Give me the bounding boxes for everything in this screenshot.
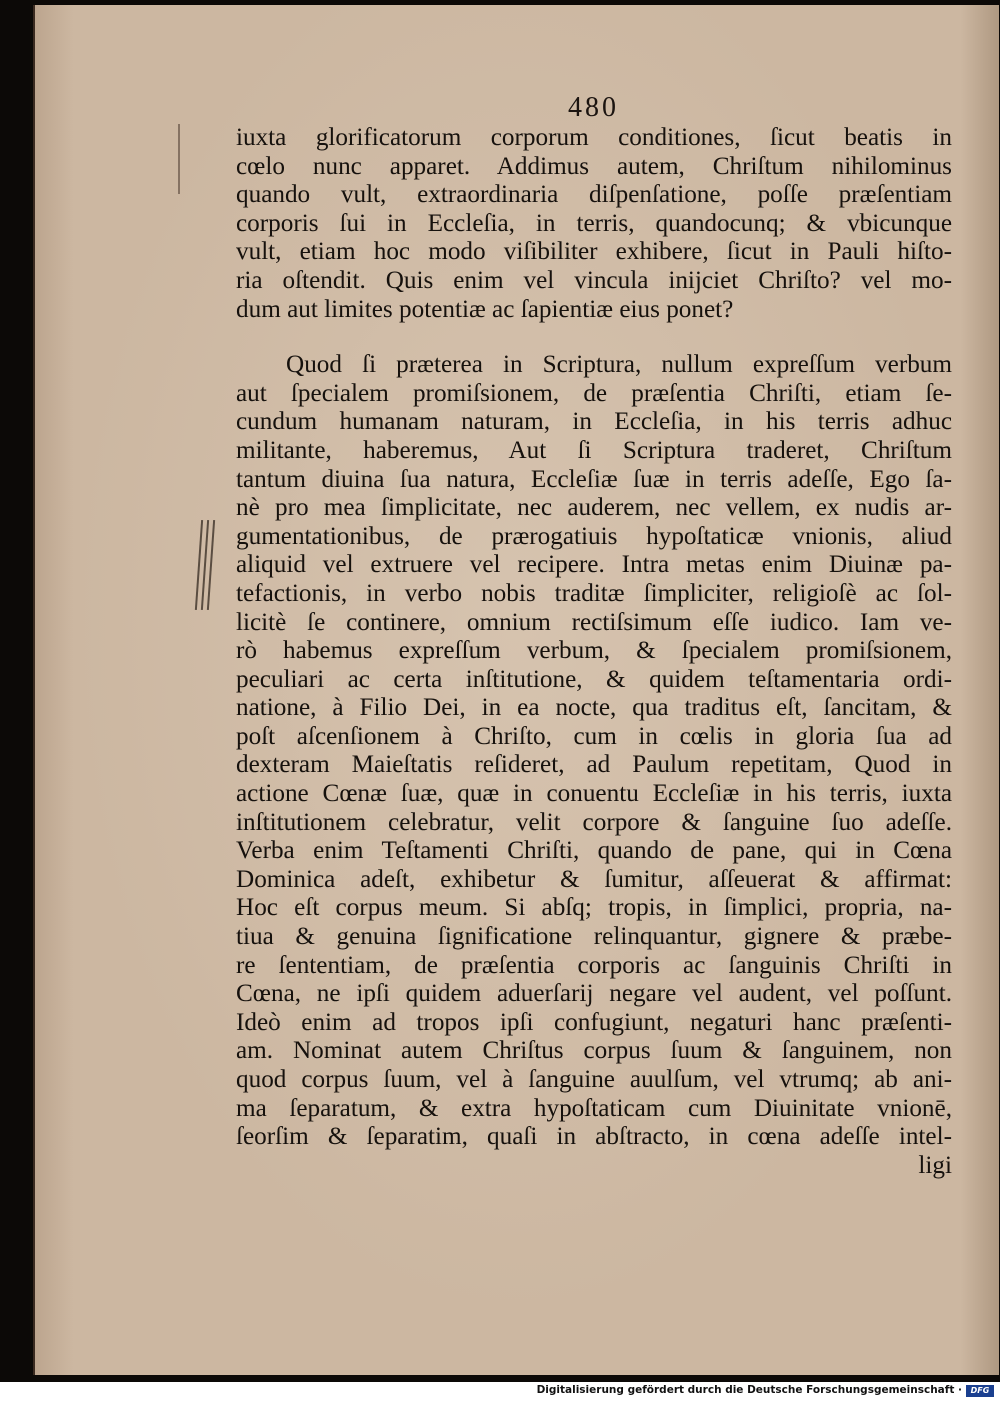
text-line: tefactionis, in verbo nobis traditæ ſimpliciter, religioſè ac ſol- bbox=[236, 579, 952, 607]
paragraph-1 bbox=[236, 124, 952, 324]
text-line: corporis ſui in Eccleſia, in terris, quandocunq; & vbicunque bbox=[236, 209, 952, 237]
text-line: rò habemus expreſſum verbum, & ſpecialem promiſsionem, bbox=[236, 637, 952, 665]
text-line: quando vult, extraordinaria diſpenſatione, poſſe præſentiam bbox=[236, 181, 952, 209]
body-text bbox=[236, 124, 952, 1180]
text-line: Ideò enim ad tropos ipſi confugiunt, negaturi hanc præſenti- bbox=[236, 1008, 952, 1036]
text-line: re ſententiam, de præſentia corporis ac ſanguinis Chriſti in bbox=[236, 951, 952, 979]
text-line: natione, à Filio Dei, in ea nocte, qua traditus eſt, ſancitam, & bbox=[236, 694, 952, 722]
text-line: tiua & genuina ſignificatione relinquantur, gignere & præbe- bbox=[236, 923, 952, 951]
catchword: ligi bbox=[918, 1151, 952, 1179]
text-line: cundum humanam naturam, in Eccleſia, in his terris adhuc bbox=[236, 408, 952, 436]
text-line: dum aut limites potentiæ ac ſapientiæ eius ponet? bbox=[236, 295, 734, 323]
funding-credit: Digitalisierung gefördert durch die Deutsche Forschungsgemeinschaft · bbox=[536, 1384, 962, 1396]
text-line: poſt aſcenſionem à Chriſto, cum in cœlis in gloria ſua ad bbox=[236, 722, 952, 750]
text-line: Cœna, ne ipſi quidem aduerſarij negare vel audent, vel poſſunt. bbox=[236, 980, 952, 1008]
text-line: ſeorſim & ſeparatim, quaſi in abſtracto, in cœna adeſſe intel- bbox=[236, 1123, 952, 1151]
text-line: ria oſtendit. Quis enim vel vincula inijciet Chriſto? vel mo- bbox=[236, 266, 952, 294]
text-line: nè pro mea ſimplicitate, nec auderem, nec vellem, ex nudis ar- bbox=[236, 494, 952, 522]
text-line: quod corpus ſuum, vel à ſanguine auulſum, vel vtrumq; ab ani- bbox=[236, 1066, 952, 1093]
text-line: aliquid vel extruere vel recipere. Intra metas enim Diuinæ pa- bbox=[236, 551, 952, 579]
text-line: peculiari ac certa inſtitutione, & quidem teſtamentaria ordi- bbox=[236, 665, 952, 693]
margin-annotation-strokes bbox=[196, 520, 218, 610]
text-line: Dominica adeſt, exhibetur & ſumitur, aſſeuerat & affirmat: bbox=[236, 865, 952, 893]
text-line: gumentationibus, de prærogatiuis hypoſtaticæ vnionis, aliud bbox=[236, 522, 952, 550]
text-line: cœlo nunc apparet. Addimus autem, Chriſtum nihilominus bbox=[236, 152, 952, 180]
text-line: iuxta glorificatorum corporum conditiones, ſicut beatis in bbox=[236, 124, 952, 151]
text-line: militante, haberemus, Aut ſi Scriptura traderet, Chriſtum bbox=[236, 436, 952, 464]
text-line: ma ſeparatum, & extra hypoſtaticam cum Diuinitate vnionē, bbox=[236, 1094, 952, 1122]
dfg-logo: DFG bbox=[966, 1385, 994, 1397]
digitization-footer bbox=[0, 1382, 1000, 1401]
text-line: dexteram Maieſtatis reſideret, ad Paulum repetitam, Quod in bbox=[236, 751, 952, 779]
text-line: am. Nominat autem Chriſtus corpus ſuum & ſanguinem, non bbox=[236, 1037, 952, 1065]
text-line: Verba enim Teſtamenti Chriſti, quando de pane, qui in Cœna bbox=[236, 837, 952, 865]
paragraph-2 bbox=[236, 351, 952, 1180]
text-line: tantum diuina ſua natura, Eccleſiæ ſuæ in terris adeſſe, Ego ſa- bbox=[236, 465, 952, 493]
margin-mark bbox=[178, 124, 186, 194]
text-line: Hoc eſt corpus meum. Si abſq; tropis, in ſimplici, propria, na- bbox=[236, 894, 952, 922]
text-line: vult, etiam hoc modo viſibiliter exhibere, ſicut in Pauli hiſto- bbox=[236, 238, 952, 266]
text-line: inſtitutionem celebratur, velit corpore & ſanguine ſuo adeſſe. bbox=[236, 808, 952, 836]
text-line: Quod ſi præterea in Scriptura, nullum expreſſum verbum bbox=[286, 351, 952, 379]
text-line: actione Cœnæ ſuæ, quæ in conuentu Eccleſiæ in his terris, iuxta bbox=[236, 780, 952, 808]
page-number: 480 bbox=[568, 92, 619, 123]
text-line: licitè ſe continere, omnium rectiſsimum eſſe iudico. Iam ve- bbox=[236, 608, 952, 636]
text-line: aut ſpecialem promiſsionem, de præſentia Chriſti, etiam ſe- bbox=[236, 379, 952, 407]
